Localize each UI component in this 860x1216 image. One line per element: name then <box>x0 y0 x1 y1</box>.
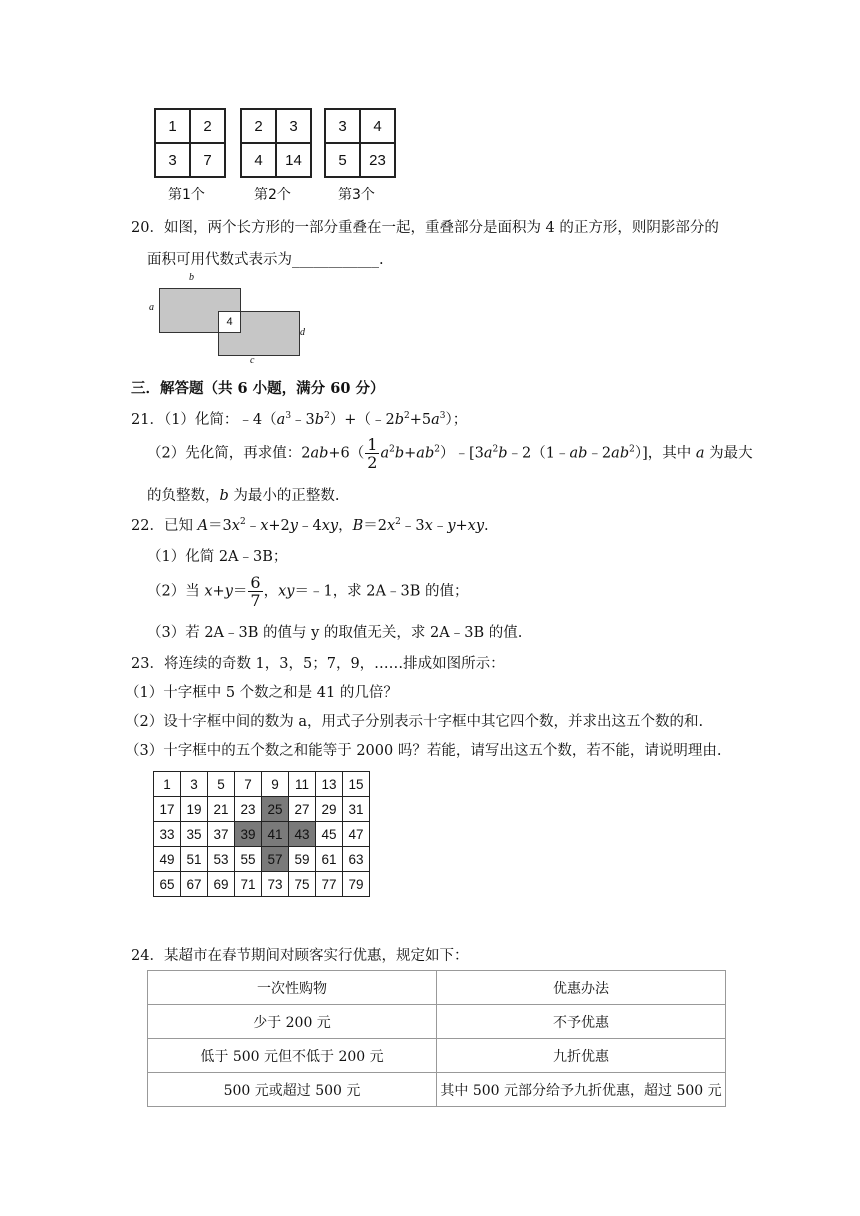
label-b: b <box>189 272 194 283</box>
fraction-half: $\frac{1}{2}$ <box>367 435 378 472</box>
q22-p2-prefix: （2）当 <box>147 583 200 600</box>
grid-cell: 19 <box>181 797 208 822</box>
grid-cell: 49 <box>154 847 181 872</box>
grid-cell: 1 <box>154 772 181 797</box>
q22-part1: （1）化简 2A﹣3B； <box>147 549 288 565</box>
grid-cell: 4 <box>241 143 276 177</box>
grid-cell: 15 <box>343 772 370 797</box>
grid-cell: 67 <box>181 872 208 897</box>
table-header: 一次性购物 <box>148 971 437 1005</box>
table-cell: 500 元或超过 500 元 <box>148 1073 437 1107</box>
q21-p1-prefix: （1）化简：﹣4（ <box>163 412 277 428</box>
q23-part3: （3）十字框中的五个数之和能等于 2000 吗？若能，请写出这五个数，若不能，请说明理由. <box>125 743 722 759</box>
q24-intro: 24．某超市在春节期间对顾客实行优惠，规定如下： <box>131 948 469 964</box>
grid-cell: 2 <box>241 109 276 143</box>
q21-p2-prefix: （2）先化简，再求值：2 <box>147 445 311 462</box>
grid-cell: 69 <box>208 872 235 897</box>
label-d: d <box>300 327 305 338</box>
q23-part2: （2）设十字框中间的数为 a，用式子分别表示十字框中其它四个数，并求出这五个数的和. <box>125 714 704 730</box>
q21-part1: 21．（1）化简：$﹣4(a^3﹣3b^2)+(﹣2b^2+5a^3)$； <box>131 411 468 428</box>
q21-part2-line2: 的负整数，b 为最小的正整数. <box>147 488 340 504</box>
grid-cell: 3 <box>276 109 311 143</box>
grid-cell: 47 <box>343 822 370 847</box>
q23-intro: 23．将连续的奇数 1，3，5；7，9，……排成如图所示： <box>131 656 505 672</box>
grid-cell: 3 <box>181 772 208 797</box>
grid-cell: 79 <box>343 872 370 897</box>
grid-cell: 33 <box>154 822 181 847</box>
grid-cell: 29 <box>316 797 343 822</box>
grid-cell: 13 <box>316 772 343 797</box>
grid-cell: 37 <box>208 822 235 847</box>
cross-cell: 43 <box>289 822 316 847</box>
grid-cell: 3 <box>325 109 360 143</box>
q20-line2 <box>147 248 384 269</box>
overlap-square: 4 <box>218 311 241 333</box>
q23-part1: （1）十字框中 5 个数之和是 41 的几倍？ <box>125 685 398 701</box>
grid-cell: 2 <box>190 109 225 143</box>
frac-num: 6 <box>250 573 261 592</box>
q21-part2: （2）先化简，再求值：2ab+6（ $\frac{1}{2}$ $a^2b+ab^2)﹣[3a^2b﹣2(1﹣ab﹣2ab^2)]$，其中 a 为最大 <box>147 435 753 472</box>
fraction-six-sevenths <box>248 574 262 609</box>
table-cell: 少于 200 元 <box>148 1005 437 1039</box>
grid-caption: 第1个 <box>168 187 205 203</box>
q22-part3: （3）若 2A﹣3B 的值与 y 的取值无关，求 2A﹣3B 的值. <box>147 625 523 641</box>
grid-cell: 35 <box>181 822 208 847</box>
grid-cell: 9 <box>262 772 289 797</box>
grid-cell: 3 <box>155 143 190 177</box>
cross-cell: 57 <box>262 847 289 872</box>
grid-cell: 63 <box>343 847 370 872</box>
grid-cell: 59 <box>289 847 316 872</box>
table-cell: 不予优惠 <box>437 1005 726 1039</box>
table-cell: 九折优惠 <box>437 1039 726 1073</box>
grid-cell: 77 <box>316 872 343 897</box>
grid-cell: 23 <box>360 143 395 177</box>
label-c: c <box>250 355 255 366</box>
grid-caption: 第3个 <box>338 187 375 203</box>
grid-cell: 14 <box>276 143 311 177</box>
grid-cell: 7 <box>235 772 262 797</box>
grid-1 <box>154 108 226 178</box>
grid-cell: 23 <box>235 797 262 822</box>
table-cell: 其中 500 元部分给予九折优惠，超过 500 元 <box>437 1073 726 1107</box>
grid-cell: 4 <box>360 109 395 143</box>
q20-text: 面积可用代数式表示为 <box>147 252 292 268</box>
grid-cell: 31 <box>343 797 370 822</box>
grid-cell: 73 <box>262 872 289 897</box>
grid-cell: 5 <box>208 772 235 797</box>
grid-cell: 27 <box>289 797 316 822</box>
grid-cell: 65 <box>154 872 181 897</box>
grid-cell: 17 <box>154 797 181 822</box>
table-cell: 低于 500 元但不低于 200 元 <box>148 1039 437 1073</box>
q21-num: 21． <box>131 412 164 428</box>
answer-blank: ____________ <box>292 252 379 268</box>
odd-number-grid <box>153 771 370 897</box>
frac-den: 7 <box>250 591 261 610</box>
grid-cell: 5 <box>325 143 360 177</box>
q21-text: 的负整数， <box>147 488 220 504</box>
grid-cell: 71 <box>235 872 262 897</box>
q22-intro: 22．已知 $A=3x^2﹣x+2y﹣4xy$，$B=2x^2﹣3x﹣y+xy$. <box>131 517 489 534</box>
q22-part2: （2）当 x+y＝ $\frac{6}{7}$ ，xy＝﹣1，求 2A﹣3B 的值； <box>147 573 469 610</box>
cross-cell: 39 <box>235 822 262 847</box>
grid-cell: 1 <box>155 109 190 143</box>
table-header: 优惠办法 <box>437 971 726 1005</box>
grid-cell: 21 <box>208 797 235 822</box>
section-heading: 三．解答题（共 6 小题，满分 60 分） <box>131 380 385 397</box>
grid-cell: 11 <box>289 772 316 797</box>
q20-line1: 20．如图，两个长方形的一部分重叠在一起，重叠部分是面积为 4 的正方形，则阴影部分的 <box>131 220 719 236</box>
q21-text-b: 为最小的正整数. <box>233 488 340 504</box>
cross-cell: 25 <box>262 797 289 822</box>
grid-cell: 75 <box>289 872 316 897</box>
q22-intro-text: 22．已知 <box>131 518 193 534</box>
grid-3 <box>324 108 396 178</box>
grid-2 <box>240 108 312 178</box>
q20-end: . <box>379 252 384 268</box>
grid-cell: 61 <box>316 847 343 872</box>
discount-table <box>147 970 726 1107</box>
grid-cell: 7 <box>190 143 225 177</box>
grid-cell: 55 <box>235 847 262 872</box>
grid-caption: 第2个 <box>254 187 291 203</box>
grid-cell: 45 <box>316 822 343 847</box>
q22-p2-suffix: ，求 2A﹣3B 的值； <box>332 583 469 600</box>
grid-cell: 53 <box>208 847 235 872</box>
cross-cell: 41 <box>262 822 289 847</box>
grid-cell: 51 <box>181 847 208 872</box>
label-a: a <box>149 302 154 313</box>
